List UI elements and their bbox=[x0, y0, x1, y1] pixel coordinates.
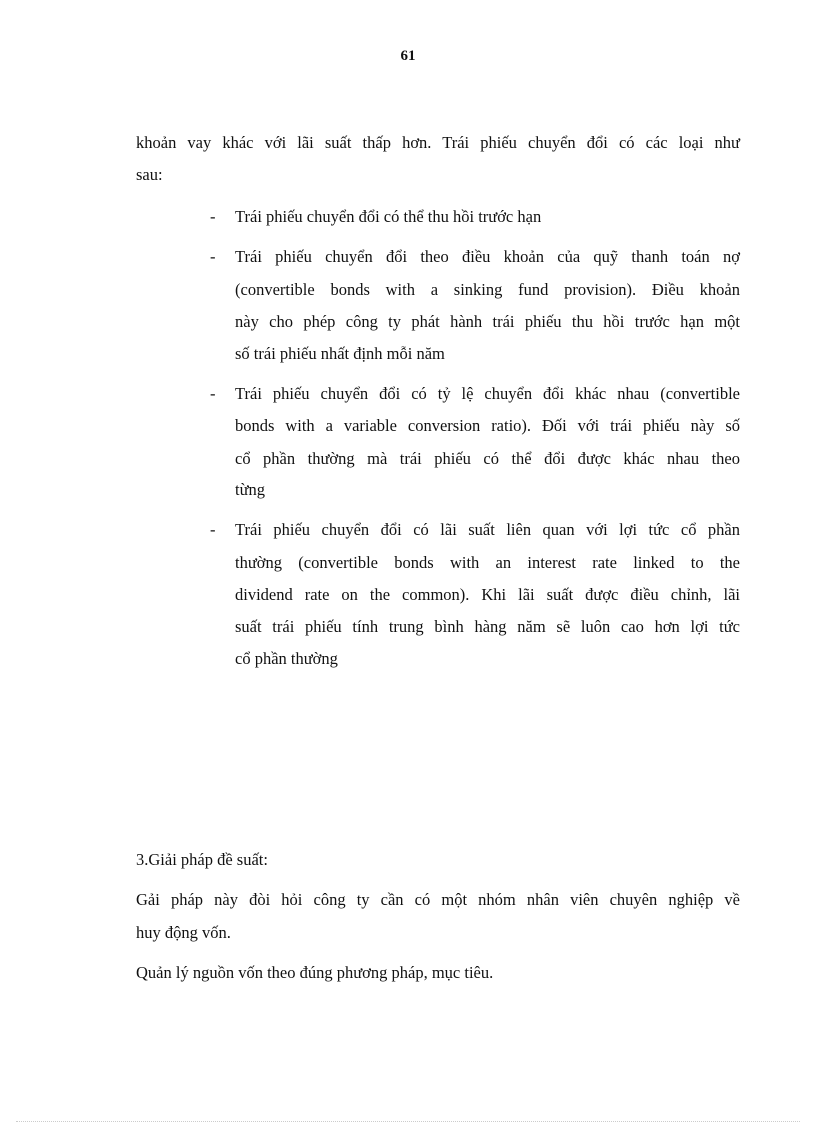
bullet-line: suất trái phiếu tính trung bình hàng năm sẽ luôn cao hơn lợi tức bbox=[235, 617, 740, 636]
section-paragraph-line: Gải pháp này đòi hỏi công ty cần có một nhóm nhân viên chuyên nghiệp về bbox=[136, 890, 740, 909]
bullet-line: Trái phiếu chuyển đổi có tỷ lệ chuyển đổi khác nhau (convertible bbox=[235, 384, 740, 403]
intro-line: khoản vay khác với lãi suất thấp hơn. Trái phiếu chuyển đổi có các loại như bbox=[136, 133, 740, 152]
page-bottom-border bbox=[16, 1121, 800, 1122]
bullet-marker: - bbox=[210, 520, 216, 539]
bullet-line: số trái phiếu nhất định mỗi năm bbox=[235, 344, 445, 363]
section-last-line: Quản lý nguồn vốn theo đúng phương pháp, mục tiêu. bbox=[136, 963, 494, 982]
bullet-line: dividend rate on the common). Khi lãi suất được điều chỉnh, lãi bbox=[235, 585, 740, 604]
bullet-marker: - bbox=[210, 207, 216, 226]
bullet-line: từng bbox=[235, 480, 266, 499]
bullet-line: Trái phiếu chuyển đổi có lãi suất liên quan với lợi tức cổ phần bbox=[235, 520, 740, 539]
bullet-line: (convertible bonds with a sinking fund provision). Điều khoản bbox=[235, 280, 740, 299]
page-number: 61 bbox=[400, 48, 416, 64]
bullet-line: thường (convertible bonds with an interest rate linked to the bbox=[235, 553, 740, 572]
bullet-line: này cho phép công ty phát hành trái phiếu thu hồi trước hạn một bbox=[235, 312, 740, 331]
bullet-line: cổ phần thường mà trái phiếu có thể đổi được khác nhau theo bbox=[235, 449, 740, 468]
bullet-marker: - bbox=[210, 247, 216, 266]
section-heading: 3.Giải pháp đề suất: bbox=[136, 850, 268, 869]
bullet-line: cổ phần thường bbox=[235, 649, 338, 668]
bullet-line: Trái phiếu chuyển đổi theo điều khoản của quỹ thanh toán nợ bbox=[235, 247, 740, 266]
intro-line: sau: bbox=[136, 165, 163, 184]
section-paragraph-line: huy động vốn. bbox=[136, 923, 231, 942]
bullet-line: Trái phiếu chuyển đổi có thể thu hồi trước hạn bbox=[235, 207, 542, 226]
bullet-line: bonds with a variable conversion ratio). Đối với trái phiếu này số bbox=[235, 416, 740, 435]
bullet-marker: - bbox=[210, 384, 216, 403]
